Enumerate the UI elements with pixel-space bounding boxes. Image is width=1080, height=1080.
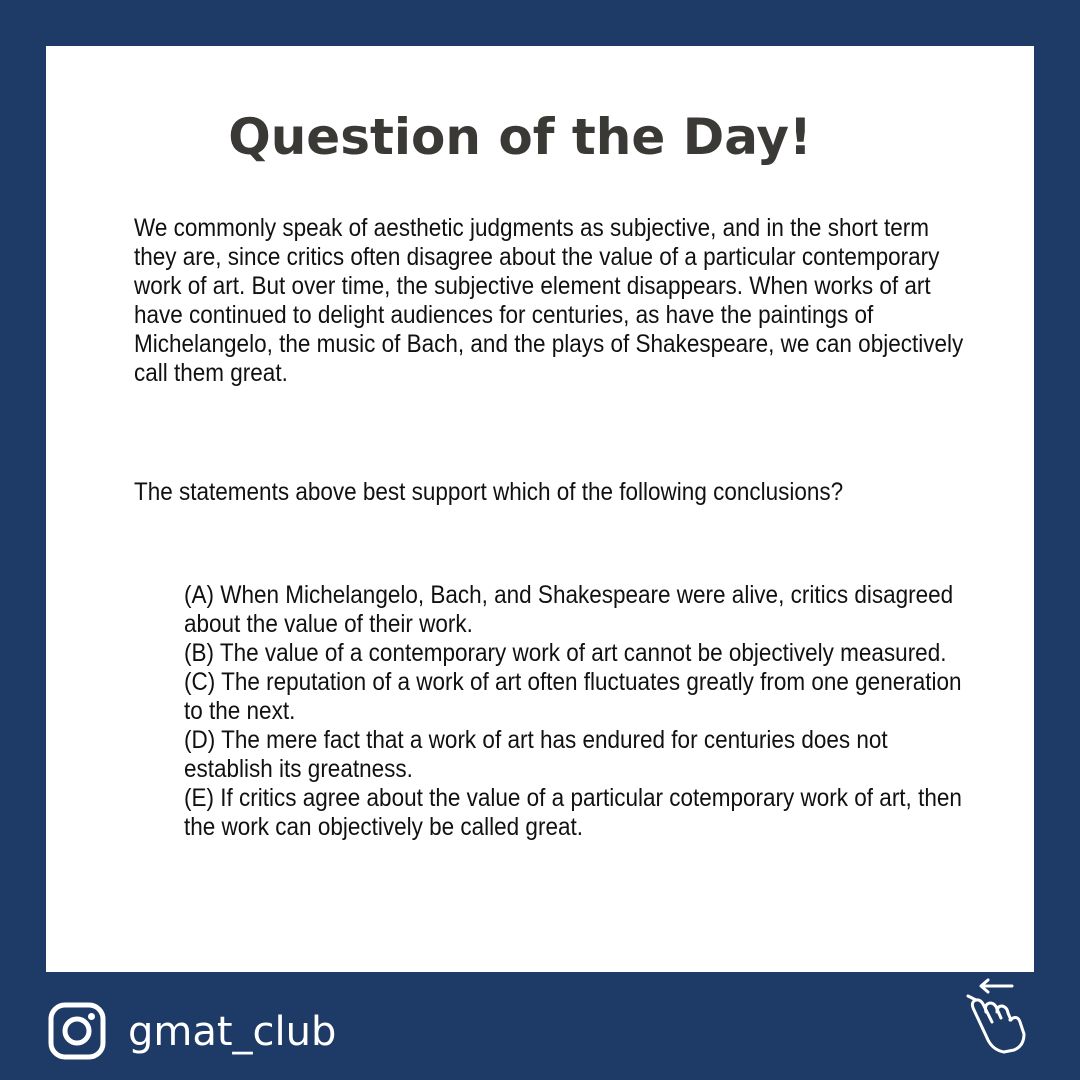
answer-choice-b[interactable]: (B) The value of a contemporary work of art cannot be objectively measured. — [184, 639, 947, 667]
answer-choice-e[interactable]: (E) If critics agree about the value of a particular cotemporary work of art, then the work can objectively be called great. — [184, 784, 962, 841]
page-title: Question of the Day! — [228, 108, 812, 166]
social-handle[interactable]: gmat_club — [128, 1009, 337, 1055]
swipe-left-hand-icon — [958, 976, 1034, 1060]
answer-choice-c[interactable]: (C) The reputation of a work of art often fluctuates greatly from one generation to the next. — [184, 668, 962, 725]
question-stem: The statements above best support which of the following conclusions? — [134, 478, 844, 506]
answer-choices — [184, 581, 967, 842]
answer-choice-a[interactable]: (A) When Michelangelo, Bach, and Shakespeare were alive, critics disagreed about the value of their work. — [184, 581, 954, 638]
question-passage: We commonly speak of aesthetic judgments as subjective, and in the short term they are, since critics often disagree about the value of a particular contemporary work of art. But over time, the subjective element disappears. When works of art have continued to delight audiences for centuries, as have the paintings of Michelangelo, the music of Bach, and the plays of Shakespeare, we can objectively call them great. — [134, 214, 964, 387]
answer-choice-d[interactable]: (D) The mere fact that a work of art has endured for centuries does not establish its greatness. — [184, 726, 888, 783]
instagram-icon[interactable] — [48, 1002, 106, 1060]
